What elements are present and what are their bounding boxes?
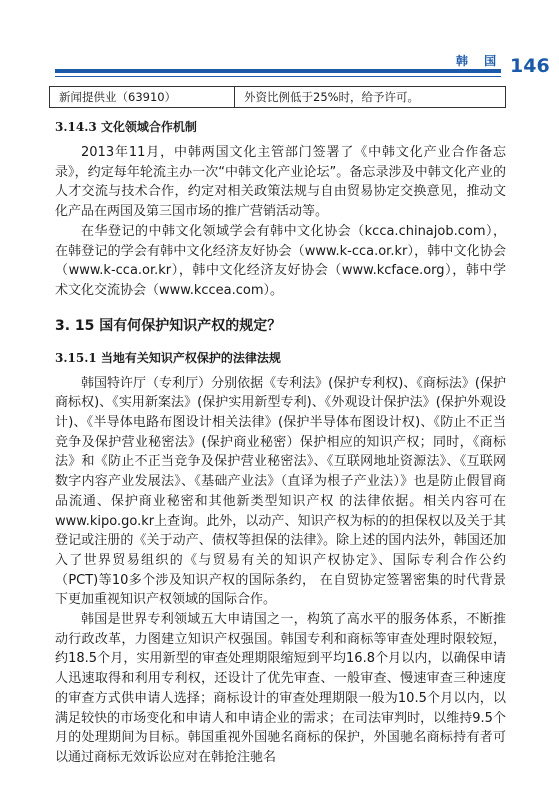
header-country: 韩 国	[456, 54, 503, 68]
page-number: 146	[510, 55, 550, 77]
paragraph: 在华登记的中韩文化领域学会有韩中文化协会（kcca.chinajob.com），在韩登记的学会有韩中文化经济友好协会（www.k-cca.or.kr），韩中文化协会（www.k-cca.or.kr），韩中文化经济友好协会（www.kcface.org），韩中学术文化交流协会（www.kccea.com）。	[55, 223, 506, 298]
table-cell-industry: 新闻提供业（63910）	[50, 87, 235, 108]
page-content	[55, 118, 506, 768]
header-rule-thin	[55, 76, 501, 77]
paragraph: 韩国是世界专利领域五大申请国之一，构筑了高水平的服务体系，不断推动行政改革，力图建立知识产权强国。韩国专利和商标等审查处理时限较短， 约18.5个月，实用新型的审查处理期限缩短到平均16.8个月以内，以确保申请人迅速取得和利用专利权，还设计了优先审查、一般审查、慢速审查三种速度的审查方式供申请人选择；商标设计的审查处理期限一般为10.5个月以内，以满足较快的市场变化和申请人和申请企业的需求；在司法审判时，以维持9.5个月的处理期间为目标。韩国重视外国驰名商标的保护，外国驰名商标持有者可以通过商标无效诉讼应对在韩抢注驰名	[55, 612, 506, 765]
subsection-title-3-14-3: 3.14.3 文化领域合作机制	[55, 120, 197, 134]
page-header	[0, 0, 559, 82]
paragraph: 2013年11月，中韩两国文化主管部门签署了《中韩文化产业合作备忘录》，约定每年轮流主办一次“中韩文化产业论坛”。备忘录涉及中韩文化产业的人才交流与技术合作，约定对相关政策法规与自由贸易协定交换意见，推动文化产品在两国及第三国市场的推广营销活动等。	[55, 145, 506, 220]
header-rule-thick	[55, 69, 501, 73]
regulation-table	[49, 86, 506, 108]
subsection-title-3-15-1: 3.15.1 当地有关知识产权保护的法律法规	[55, 350, 281, 365]
table-row	[50, 87, 506, 108]
section-title-3-15: 3. 15 国有何保护知识产权的规定？	[55, 317, 282, 334]
paragraph: 韩国特许厅（专利厅）分别依据《专利法》(保护专利权)、《商标法》(保护商标权)、《实用新案法》(保护实用新型专利)、《外观设计保护法》(保护外观设计)、《半导体电路布图设计相关法律》(保护半导体布图设计权)、《防止不正当竞争及保护营业秘密法》(保护商业秘密）保护相应的知识产权；同时，《商标法》和《防止不正当竞争及保护营业秘密法》、《互联网地址资源法》、《互联网数字内容产业发展法》、《基础产业法》（直译为根子产业法）》也是防止假冒商品流通、保护商业秘密和其他新类型知识产权 的法律依据。相关内容可在www.kipo.go.kr上查询。此外，以动产、知识产权为标的的担保权以及关于其登记或注册的《关于动产、债权等担保的法律》。除上述的国内法外，韩国还加入了世界贸易组织的《与贸易有关的知识产权协定》、国际专利合作公约（PCT)等10多个涉及知识产权的国际条约， 在自贸协定签署密集的时代背景下更加重视知识产权领域的国际合作。	[55, 375, 506, 608]
table-cell-rule: 外资比例低于25%时，给予许可。	[235, 87, 506, 108]
